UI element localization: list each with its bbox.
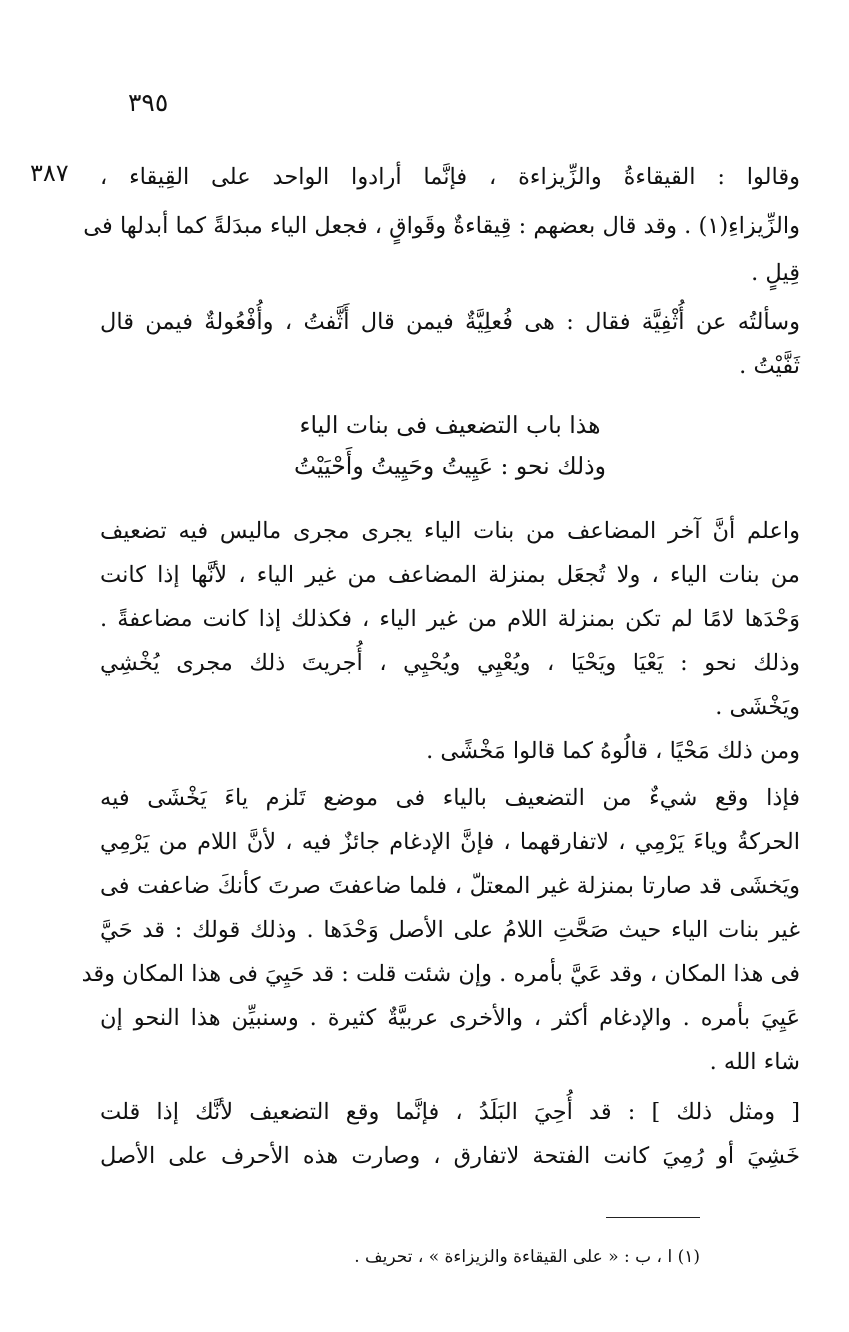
body-line: ويَخْشَى . bbox=[715, 694, 800, 720]
body-line: وذلك نحو : يَعْيَا ويَحْيَا ، ويُعْيِي ويُحْيِي ، أُجريتَ ذلك مجرى يُخْشِي bbox=[100, 650, 800, 676]
body-line: وسألتُه عن أُثْفِيَّة فقال : هى فُعلِيَّةٌ فيمن قال أَثَّفتُ ، وأُفْعُولةٌ فيمن قال bbox=[100, 309, 800, 335]
body-line: غير بنات الياء حيث صَحَّتِ اللامُ على الأصل وَحْدَها . وذلك قولك : قد حَيَّ bbox=[100, 917, 800, 943]
body-line: [ ومثل ذلك ] : قد أُحِيَ البَلَدُ ، فإنَّما وقع التضعيف لأنَّك إذا قلت bbox=[100, 1099, 800, 1125]
body-line: والزِّيزاءِ(١) . وقد قال بعضهم : قِيقاءةٌ وقَواقٍ ، فجعل الياء مبدَلةً كما أبدلها فى bbox=[83, 213, 800, 239]
body-line: ويَخشَى قد صارتا بمنزلة غير المعتلّ ، فلما ضاعفتَ صرتَ كأنكَ ضاعفت فى bbox=[100, 873, 800, 899]
footnote-rule bbox=[606, 1217, 700, 1218]
body-line: قِيلٍ . bbox=[751, 260, 800, 286]
section-heading: هذا باب التضعيف فى بنات الياء bbox=[299, 411, 601, 439]
body-line: الحركةُ وياءَ يَرْمِي ، لاتفارقهما ، فإنَّ الإدغام جائزٌ فيه ، لأنَّ اللام من يَرْمِي bbox=[100, 829, 800, 855]
body-line: خَشِيَ أو رُمِيَ كانت الفتحة لاتفارق ، وصارت هذه الأحرف على الأصل bbox=[100, 1143, 800, 1169]
body-line: عَيِيَ بأمره . والإدغام أكثر ، والأخرى عربيَّةٌ كثيرة . وسنبيِّن هذا النحو إن bbox=[100, 1005, 800, 1031]
page-number: ٣٩٥ bbox=[128, 88, 169, 117]
body-line: فى هذا المكان ، وقد عَيَّ بأمره . وإن شئت قلت : قد حَيِيَ فى هذا المكان وقد bbox=[81, 961, 800, 987]
body-line: ثَفَّيْتُ . bbox=[739, 353, 800, 379]
body-line: فإذا وقع شيءٌ من التضعيف بالياء فى موضع تَلزم ياءَ يَخْشَى فيه bbox=[100, 785, 800, 811]
body-line: وَحْدَها لامًا لم تكن بمنزلة اللام من غير الياء ، فكذلك إذا كانت مضاعفةً . bbox=[100, 606, 800, 632]
margin-reference-number: ٣٨٧ bbox=[30, 159, 69, 187]
body-line: ومن ذلك مَحْيًا ، قالُوهُ كما قالوا مَخْشًى . bbox=[426, 738, 800, 764]
body-line: واعلم أنَّ آخر المضاعف من بنات الياء يجرى مجرى ماليس فيه تضعيف bbox=[100, 518, 800, 544]
body-line: شاء الله . bbox=[709, 1049, 800, 1075]
body-line: من بنات الياء ، ولا تُجعَل بمنزلة المضاعف من غير الياء ، لأنَّها إذا كانت bbox=[100, 562, 800, 588]
footnote: (١) ا ، ب : « على القيقاءة والزيزاءة » ، تحريف . bbox=[354, 1247, 700, 1267]
body-line: وقالوا : القيقاءةُ والزِّيزاءة ، فإنَّما أرادوا الواحد على القِيقاء ، bbox=[100, 164, 800, 190]
section-subheading: وذلك نحو : عَيِيتُ وحَيِيتُ وأَحْيَيْتُ bbox=[294, 452, 606, 480]
